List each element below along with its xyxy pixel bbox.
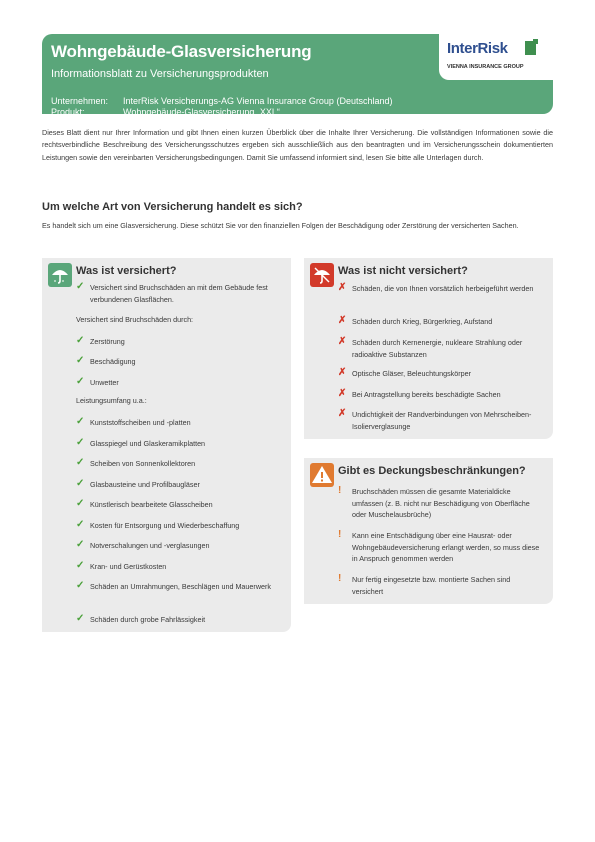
check-icon: ✓ (76, 437, 85, 448)
company-line (51, 96, 392, 106)
cross-icon: ✗ (338, 408, 347, 419)
section-text: Es handelt sich um eine Glasversicherung. Diese schützt Sie vor den finanziellen Folgen der Beschädigung oder Zerstörung der versicherten Sachen. (42, 221, 519, 230)
check-icon: ✓ (76, 376, 85, 387)
insured-title: Was ist versichert? (76, 265, 177, 277)
warning-mark-icon: ! (338, 529, 342, 540)
insured-sub-scope: Leistungsumfang u.a.: (76, 396, 147, 405)
check-icon: ✓ (76, 519, 85, 530)
company-value: InterRisk Versicherungs-AG Vienna Insurance Group (Deutschland) (123, 96, 393, 106)
list-item: ✓ Schäden durch grobe Fahrlässigkeit (76, 613, 206, 624)
list-item: ✓ Unwetter (76, 376, 119, 387)
list-item: ✗ Schäden, die von Ihnen vorsätzlich herbeigeführt werden (338, 282, 534, 293)
insured-first-item: ✓ Versichert sind Bruchschäden an mit dem Gebäude fest verbundenen Glasflächen. (76, 281, 268, 304)
list-item: ! Bruchschäden müssen die gesamte Materialdicke umfassen (z. B. nicht nur Beschädigung von Oberfläche oder Muschelausbrüche) (338, 485, 530, 519)
list-item: ✓ Zerstörung (76, 335, 125, 346)
restrictions-title: Gibt es Deckungsbeschränkungen? (338, 465, 526, 477)
restrictions-box (304, 458, 553, 604)
list-item: ✓ Glasspiegel und Glaskeramikplatten (76, 437, 206, 448)
list-item: ✓ Kran- und Gerüstkosten (76, 560, 167, 571)
check-icon: ✓ (76, 416, 85, 427)
cross-icon: ✗ (338, 388, 347, 399)
logo-mark-dot-icon (533, 39, 538, 44)
list-item: ! Nur fertig eingesetzte bzw. montierte Sachen sind versichert (338, 573, 511, 596)
list-item: ✓ Künstlerisch bearbeitete Glasscheiben (76, 498, 213, 509)
document-title: Wohngebäude-Glasversicherung (51, 42, 312, 61)
list-item: ✗ Undichtigkeit der Randverbindungen von Mehrscheiben-Isolierverglasunge (338, 408, 532, 431)
check-icon: ✓ (76, 281, 85, 292)
cross-icon: ✗ (338, 282, 347, 293)
cross-icon: ✗ (338, 336, 347, 347)
cross-icon: ✗ (338, 315, 347, 326)
check-icon: ✓ (76, 580, 85, 591)
check-icon: ✓ (76, 498, 85, 509)
umbrella-icon (48, 263, 72, 287)
interrisk-logo (439, 34, 553, 80)
insured-sub-causes: Versichert sind Bruchschäden durch: (76, 315, 194, 324)
check-icon: ✓ (76, 355, 85, 366)
logo-tagline: VIENNA INSURANCE GROUP (447, 64, 524, 70)
list-item: ✓ Kunststoffscheiben und -platten (76, 416, 191, 427)
list-item: ✓ Beschädigung (76, 355, 136, 366)
warning-mark-icon: ! (338, 485, 342, 496)
header-banner (42, 34, 553, 117)
list-item: ✗ Optische Gläser, Beleuchtungskörper (338, 367, 472, 378)
check-icon: ✓ (76, 560, 85, 571)
list-item: ! Kann eine Entschädigung über eine Hausrat- oder Wohngebäudeversicherung erlangt werden, so muss diese in Anspruch genommen werden (338, 529, 540, 563)
list-item: ✗ Schäden durch Krieg, Bürgerkrieg, Aufstand (338, 315, 493, 326)
list-item: ✓ Kosten für Entsorgung und Wiederbeschaffung (76, 519, 240, 530)
list-item: ✓ Scheiben von Sonnenkollektoren (76, 457, 196, 468)
document-subtitle: Informationsblatt zu Versicherungsprodukten (51, 68, 269, 80)
list-item: ✗ Bei Antragstellung bereits beschädigte Sachen (338, 388, 501, 399)
insured-box (42, 258, 291, 632)
warning-icon (310, 463, 334, 487)
section-heading: Um welche Art von Versicherung handelt es sich? (42, 201, 303, 213)
check-icon: ✓ (76, 613, 85, 624)
product-value: Wohngebäude-Glasversicherung „XXL“ (123, 107, 280, 117)
not-insured-box (304, 258, 553, 439)
check-icon: ✓ (76, 335, 85, 346)
list-item: ✓ Schäden an Umrahmungen, Beschlägen und Mauerwerk (76, 580, 271, 591)
check-icon: ✓ (76, 478, 85, 489)
list-item: ✓ Notverschalungen und -verglasungen (76, 539, 210, 550)
warning-mark-icon: ! (338, 573, 342, 584)
intro-text: Dieses Blatt dient nur Ihrer Information und gibt Ihnen einen kurzen Überblick über die Inhalte Ihrer Versicherung. Die vollständigen Informationen sowie die rechtsverbindliche Beschreibung des Versicherungsschutzes ergeben sich ausschließlich aus den beantragten und im Versicherungsschein dokumentierten Leistungen sowie den vereinbarten Versicherungsbedingungen. Damit Sie umfassend informiert sind, lesen Sie bitte alle Unterlagen durch. (42, 128, 553, 162)
product-line (51, 107, 280, 117)
product-key: Produkt: (51, 107, 85, 117)
logo-wordmark: InterRisk (447, 40, 508, 57)
check-icon: ✓ (76, 457, 85, 468)
list-item: ✓ Glasbausteine und Profilbaugläser (76, 478, 200, 489)
list-item: ✗ Schäden durch Kernenergie, nukleare Strahlung oder radioaktive Substanzen (338, 336, 523, 359)
not-insured-title: Was ist nicht versichert? (338, 265, 468, 277)
company-key: Unternehmen: (51, 96, 109, 106)
check-icon: ✓ (76, 539, 85, 550)
cross-icon: ✗ (338, 367, 347, 378)
broken-umbrella-icon (310, 263, 334, 287)
